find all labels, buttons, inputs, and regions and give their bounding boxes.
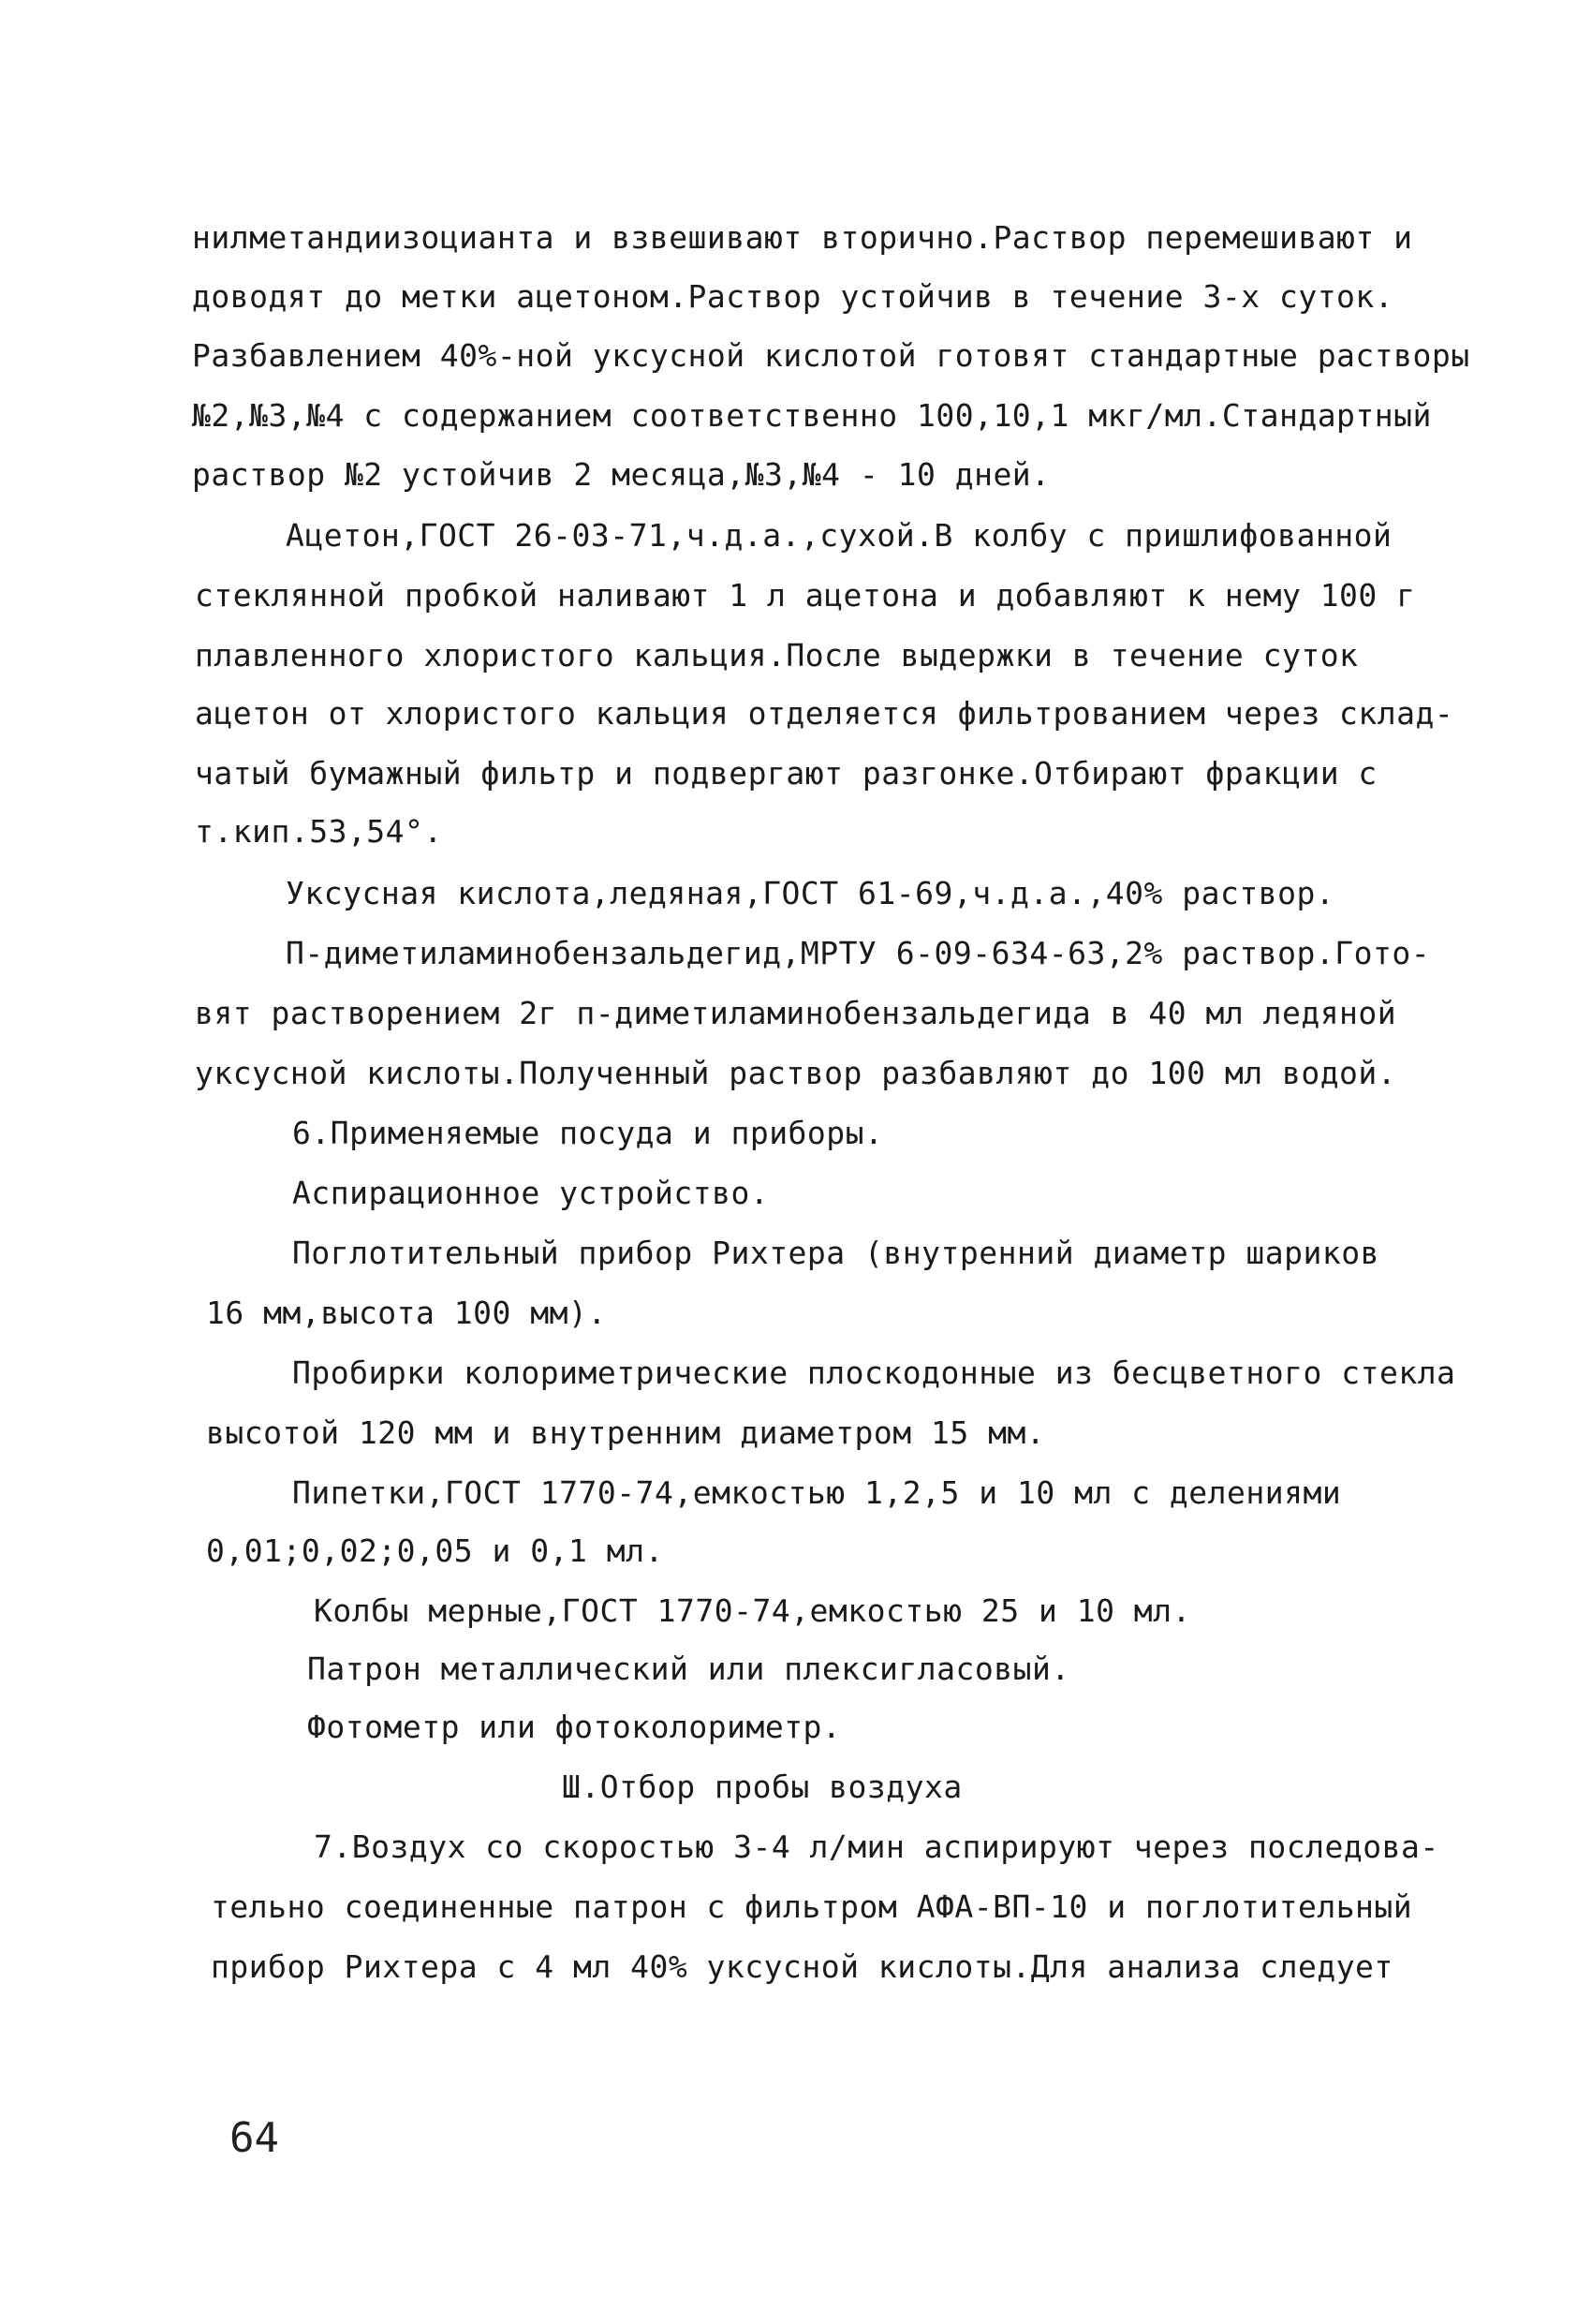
text-line-11: т.кип.53,54°. xyxy=(195,813,443,850)
text-line-15: уксусной кислоты.Полученный раствор разбавляют до 100 мл водой. xyxy=(195,1055,1397,1091)
text-line-25: Патрон металлический или плексигласовый. xyxy=(307,1650,1070,1687)
text-line-20: Пробирки колориметрические плоскодонные из бесцветного стекла xyxy=(292,1354,1456,1391)
section-heading-6: 6.Применяемые посуда и приборы. xyxy=(292,1115,884,1151)
text-line-12: Уксусная кислота,ледяная,ГОСТ 61-69,ч.д.а.,40% раствор. xyxy=(286,875,1335,911)
text-line-6: Ацетон,ГОСТ 26-03-71,ч.д.а.,сухой.В колбу с пришлифованной xyxy=(286,517,1393,554)
text-line-17: Аспирационное устройство. xyxy=(292,1175,770,1211)
text-line-14: вят растворением 2г п-диметиламинобензальдегида в 40 мл ледяной xyxy=(195,995,1397,1031)
text-line-22: Пипетки,ГОСТ 1770-74,емкостью 1,2,5 и 10 мл с делениями xyxy=(292,1474,1342,1511)
text-line-30: прибор Рихтера с 4 мл 40% уксусной кислоты.Для анализа следует xyxy=(211,1948,1393,1985)
text-line-13: П-диметиламинобензальдегид,МРТУ 6-09-634-63,2% раствор.Гото- xyxy=(286,935,1431,971)
text-line-8: плавленного хлористого кальция.После выдержки в течение суток xyxy=(195,637,1359,674)
text-line-18: Поглотительный прибор Рихтера (внутренний диаметр шариков xyxy=(292,1235,1379,1271)
text-line-29: тельно соединенные патрон с фильтром АФА-ВП-10 и поглотительный xyxy=(211,1888,1413,1925)
text-line-26: Фотометр или фотоколориметр. xyxy=(307,1709,842,1745)
text-line-9: ацетон от хлористого кальция отделяется фильтрованием через склад- xyxy=(195,695,1454,732)
text-line-28: 7.Воздух со скоростью 3-4 л/мин аспирируют через последова- xyxy=(314,1828,1439,1865)
text-line-5: раствор №2 устойчив 2 месяца,№3,№4 - 10 дней. xyxy=(192,456,1051,493)
text-line-21: высотой 120 мм и внутренним диаметром 15 мм. xyxy=(206,1414,1046,1451)
text-line-10: чатый бумажный фильтр и подвергают разгонке.Отбирают фракции с xyxy=(195,755,1378,792)
text-line-1: нилметандиизоцианта и взвешивают вторично.Раствор перемешивают и xyxy=(192,219,1413,256)
text-line-3: Разбавлением 40%-ной уксусной кислотой готовят стандартные растворы xyxy=(192,337,1470,374)
section-heading-3: Ш.Отбор пробы воздуха xyxy=(562,1769,963,1805)
text-line-19: 16 мм,высота 100 мм). xyxy=(206,1295,607,1331)
text-line-7: стеклянной пробкой наливают 1 л ацетона и добавляют к нему 100 г xyxy=(195,577,1416,614)
text-line-2: доводят до метки ацетоном.Раствор устойчив в течение 3-х суток. xyxy=(192,278,1394,315)
text-line-4: №2,№3,№4 с содержанием соответственно 100,10,1 мкг/мл.Стандартный xyxy=(192,397,1432,434)
text-line-24: Колбы мерные,ГОСТ 1770-74,емкостью 25 и 10 мл. xyxy=(314,1592,1191,1629)
text-line-23: 0,01;0,02;0,05 и 0,1 мл. xyxy=(206,1532,664,1569)
page-number: 64 xyxy=(229,2114,279,2162)
